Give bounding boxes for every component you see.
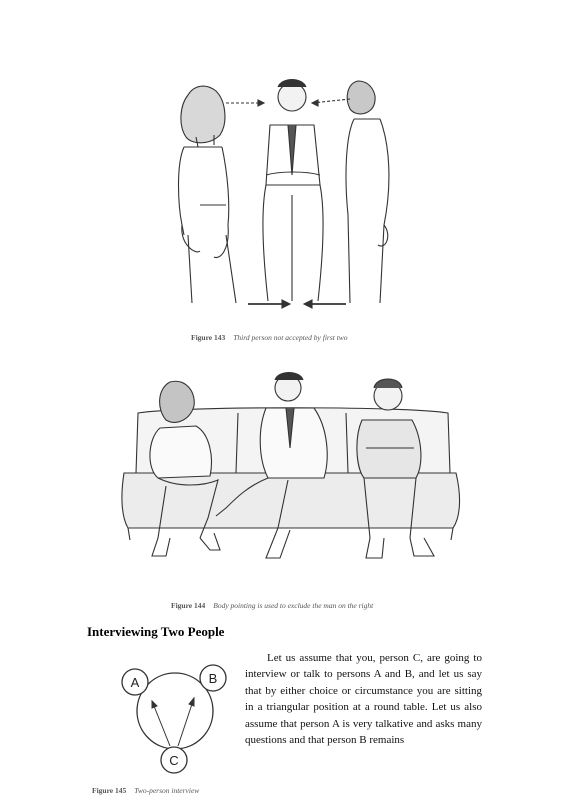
label-c: C — [169, 753, 179, 768]
round-table-diagram — [112, 656, 237, 776]
standing-people-drawing — [170, 75, 410, 315]
figure-number: Figure 145 — [92, 786, 127, 795]
figure-143-caption — [191, 333, 348, 342]
figure-145-caption — [92, 786, 199, 795]
figure-144-illustration — [118, 368, 463, 568]
figure-145-diagram — [112, 656, 237, 776]
body-paragraph: Let us assume that you, person C, are going to interview or talk to persons A and B, and let us say that by either choice or circumstance you are sitting in a triangular position at a round table. Let us also assume that person A is very talkative and asks many questions and that person B remains — [245, 652, 482, 747]
label-a: A — [130, 675, 140, 690]
figure-143-illustration — [170, 75, 410, 315]
figure-caption-text: Third person not accepted by first two — [233, 333, 348, 342]
figure-caption-text: Two-person interview — [134, 786, 200, 795]
label-b: B — [208, 671, 218, 686]
section-heading: Interviewing Two People — [87, 624, 225, 639]
figure-number: Figure 144 — [171, 601, 206, 610]
figure-caption-text: Body pointing is used to exclude the man on the right — [213, 601, 374, 610]
sofa-people-drawing — [118, 368, 463, 568]
figure-number: Figure 143 — [191, 333, 226, 342]
figure-144-caption — [171, 601, 373, 610]
